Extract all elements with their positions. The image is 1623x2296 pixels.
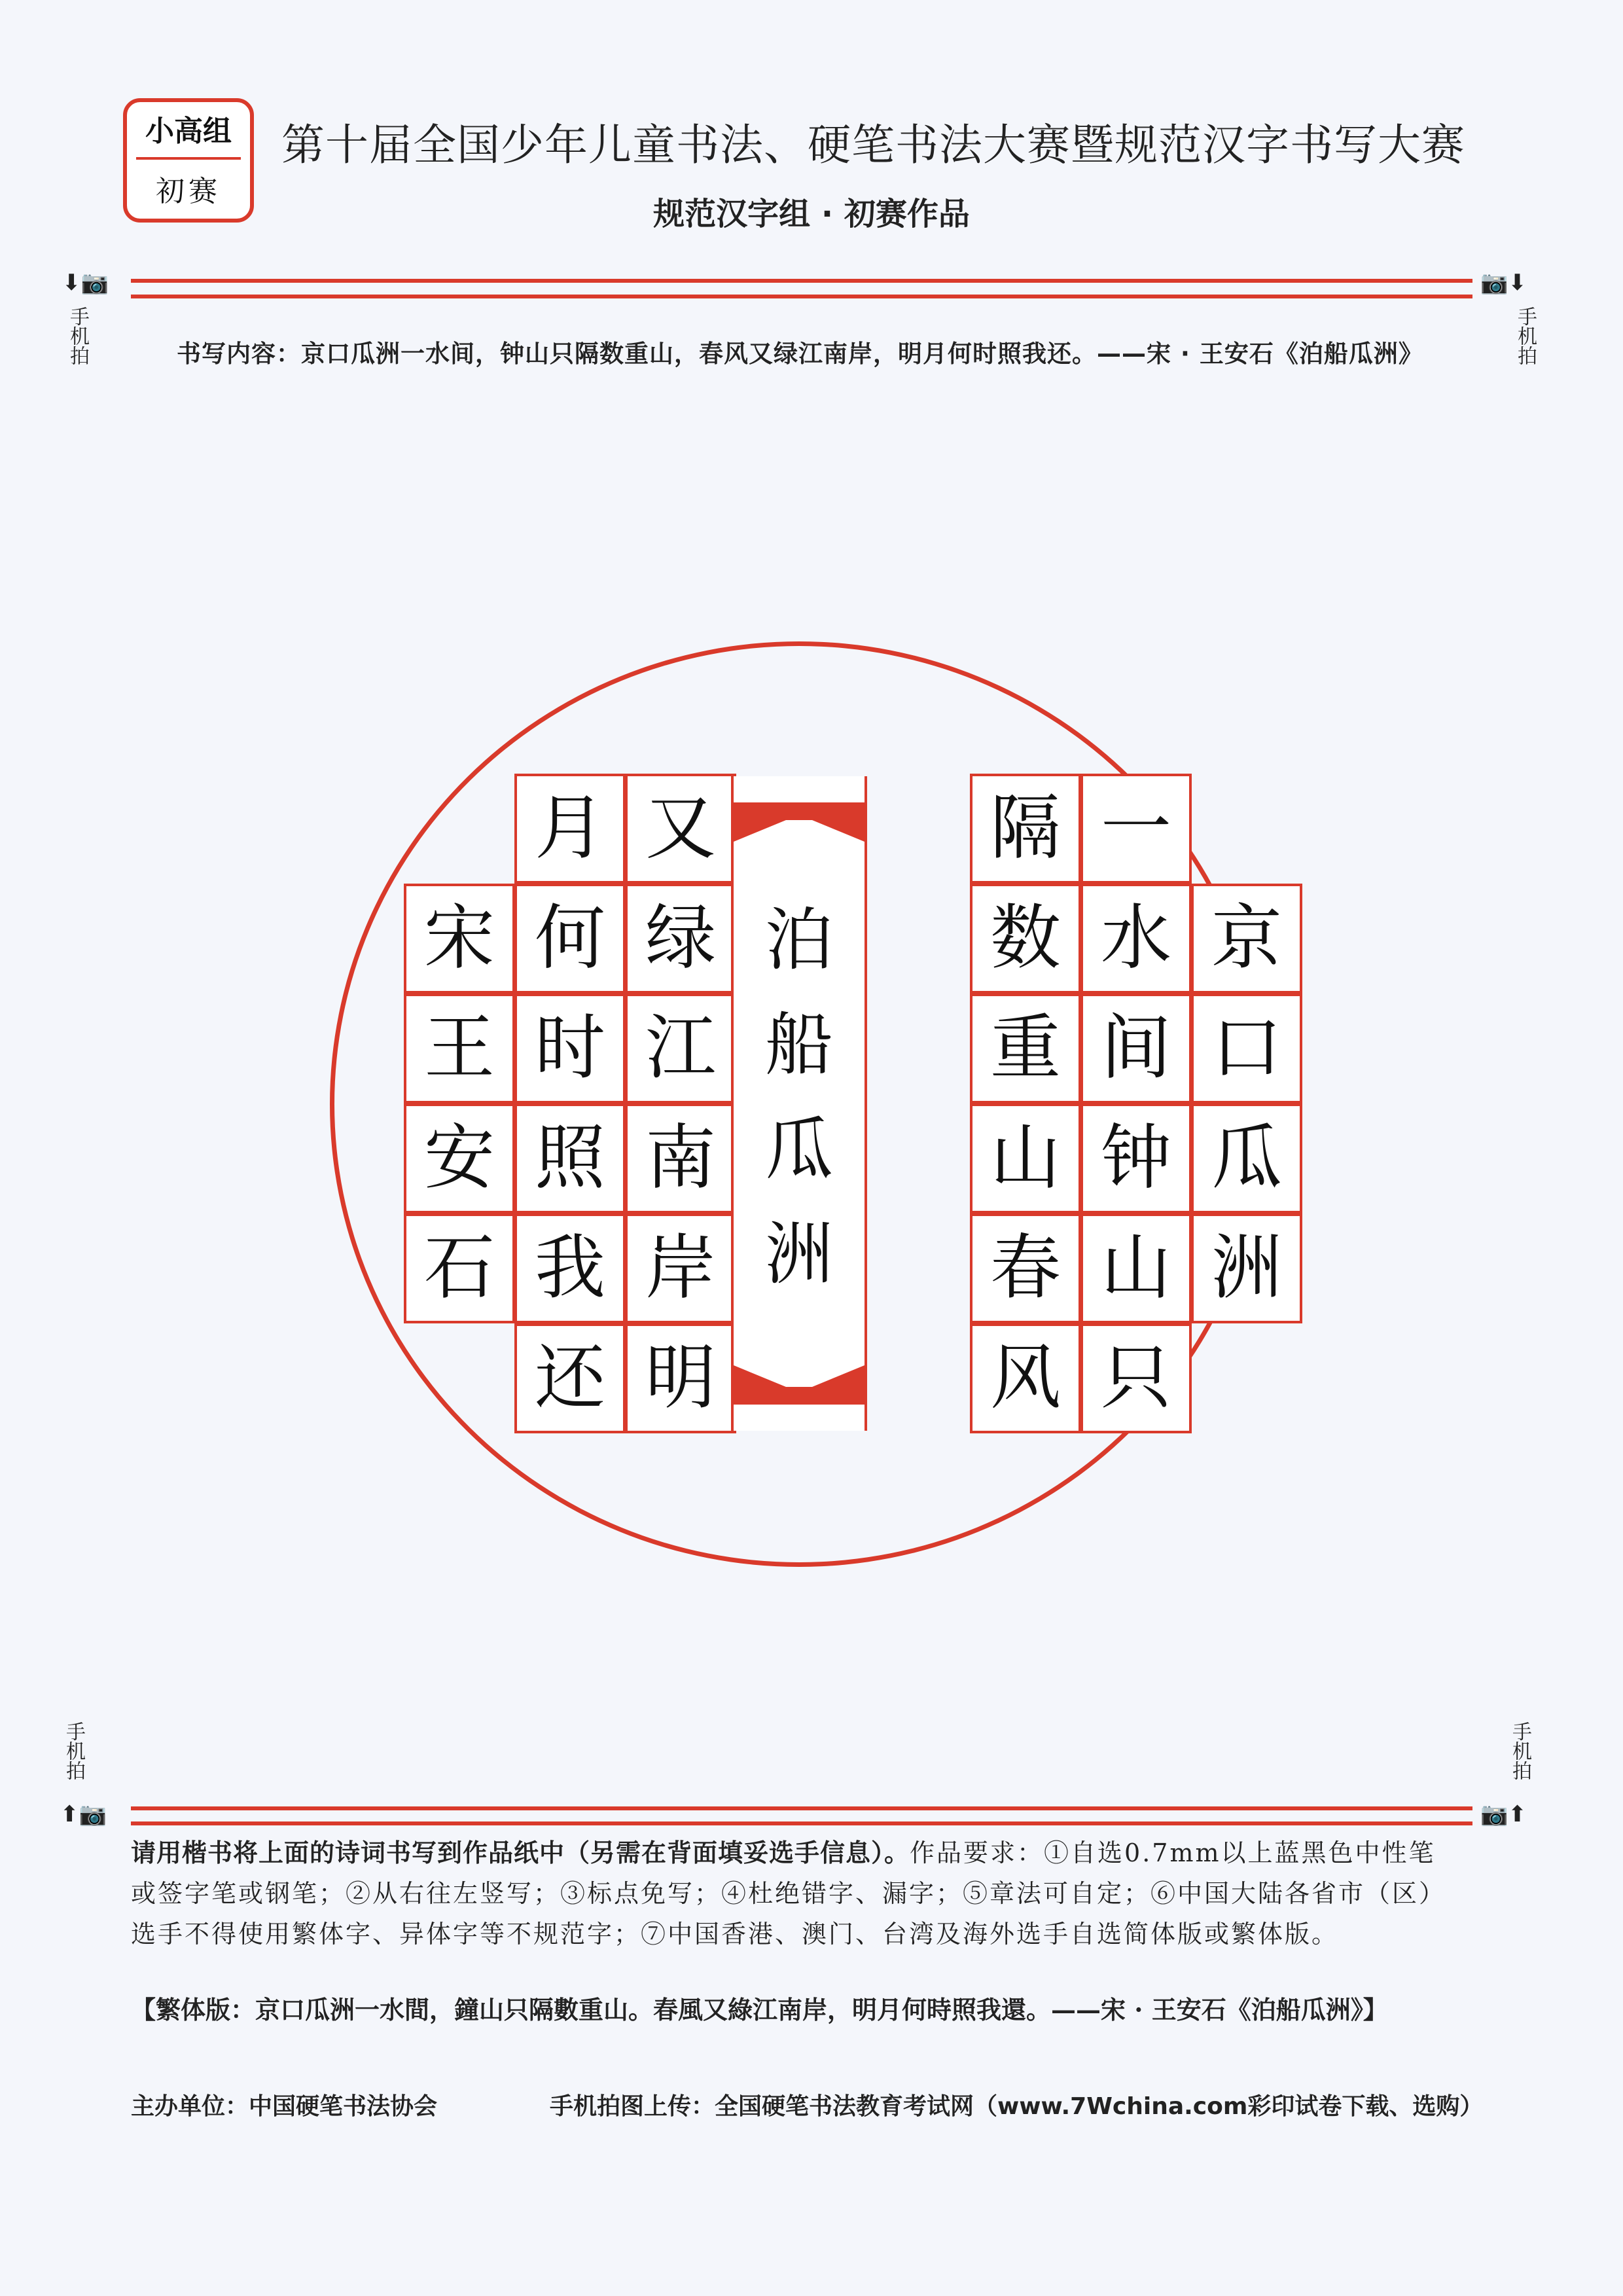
grid-cell: 春: [970, 1213, 1081, 1323]
page-subtitle: 规范汉字组 · 初赛作品: [653, 196, 970, 232]
phone-shot-label: 手机拍: [62, 1721, 85, 1780]
grid-cell: 明: [625, 1323, 736, 1433]
grid-cell: 间: [1080, 994, 1192, 1103]
instructions: [131, 1833, 1459, 1954]
grid-cell: 宋: [404, 884, 515, 994]
title-strip-cap: [734, 802, 865, 842]
page-title: 第十届全国少年儿童书法、硬笔书法大赛暨规范汉字书写大赛: [281, 120, 1465, 170]
writing-content: 书写内容：京口瓜洲一水间，钟山只隔数重山，春风又绿江南岸，明月何时照我还。——宋 · 王安石《泊船瓜洲》: [177, 340, 1423, 368]
camera-icon: ⬆📷: [60, 1801, 107, 1827]
phone-shot-marker: [64, 306, 90, 371]
title-char: 洲: [764, 1214, 833, 1294]
bottom-border-line: [131, 1821, 1472, 1825]
top-border-line: [131, 295, 1472, 298]
phone-shot-marker: [1512, 306, 1538, 371]
camera-icon: 📷⬇: [1480, 270, 1527, 296]
grid-cell: 时: [514, 994, 626, 1103]
grid-cell: 京: [1191, 884, 1302, 994]
instructions-body: 作品要求：①自选0.7mm以上蓝黑色中性笔或签字笔或钢笔；②从右往左竖写；③标点免写；④杜绝错字、漏字；⑤章法可自定；⑥中国大陆各省市（区）选手不得使用繁体字、异体字等不规范字；⑦中国香港、澳门、台湾及海外选手自选简体版或繁体版。: [131, 1839, 1446, 1948]
phone-shot-label: 手机拍: [1508, 1721, 1531, 1780]
grid-cell: 还: [514, 1323, 626, 1433]
grid-cell: 风: [970, 1323, 1081, 1433]
grid-cell: 绿: [625, 884, 736, 994]
grid-cell: 何: [514, 884, 626, 994]
grid-cell: 山: [970, 1103, 1081, 1213]
grid-cell: 王: [404, 994, 515, 1103]
grid-cell: 瓜: [1191, 1103, 1302, 1213]
grid-cell: 钟: [1080, 1103, 1192, 1213]
grid-cell: 岸: [625, 1213, 736, 1323]
grid-cell: 水: [1080, 884, 1192, 994]
stamp-group-label: 小高组: [145, 115, 232, 148]
grid-cell: 石: [404, 1213, 515, 1323]
camera-icon: 📷⬆: [1480, 1801, 1527, 1827]
instructions-lead: 请用楷书将上面的诗词书写到作品纸中（另需在背面填妥选手信息）。: [131, 1839, 910, 1867]
grid-cell: 隔: [970, 774, 1081, 884]
phone-shot-marker: [60, 1721, 86, 1786]
grid-cell: 数: [970, 884, 1081, 994]
traditional-version: 【繁体版：京口瓜洲一水間，鐘山只隔數重山。春風又綠江南岸，明月何時照我還。——宋 · 王安石《泊船瓜洲》】: [131, 1995, 1388, 2024]
title-char: 泊: [764, 900, 833, 980]
grid-cell: 重: [970, 994, 1081, 1103]
camera-icon: ⬇📷: [62, 270, 109, 296]
title-strip-cap: [734, 1365, 865, 1405]
grid-cell: 南: [625, 1103, 736, 1213]
grid-cell: 安: [404, 1103, 515, 1213]
upload-info: 手机拍图上传：全国硬笔书法教育考试网（www.7Wchina.com彩印试卷下载、选购）: [550, 2093, 1484, 2120]
grid-cell: 江: [625, 994, 736, 1103]
grid-cell: 只: [1080, 1323, 1192, 1433]
stamp-round-label: 初赛: [156, 175, 221, 208]
title-char: 船: [764, 1005, 833, 1085]
bottom-border-line: [131, 1806, 1472, 1810]
phone-shot-label: 手机拍: [66, 306, 89, 365]
poem-title: [734, 888, 865, 1306]
stamp-divider: [136, 157, 241, 160]
grid-cell: 山: [1080, 1213, 1192, 1323]
grid-cell: 洲: [1191, 1213, 1302, 1323]
phone-shot-label: 手机拍: [1514, 306, 1537, 365]
grid-cell: 照: [514, 1103, 626, 1213]
title-char: 瓜: [764, 1109, 833, 1189]
grid-cell: 月: [514, 774, 626, 884]
grid-cell: 我: [514, 1213, 626, 1323]
top-border-line: [131, 279, 1472, 283]
grid-cell: 一: [1080, 774, 1192, 884]
grid-cell: 口: [1191, 994, 1302, 1103]
organizer: 主办单位：中国硬笔书法协会: [131, 2093, 438, 2120]
grid-cell: 又: [625, 774, 736, 884]
poem-title-strip: [731, 776, 867, 1431]
phone-shot-marker: [1507, 1721, 1533, 1786]
